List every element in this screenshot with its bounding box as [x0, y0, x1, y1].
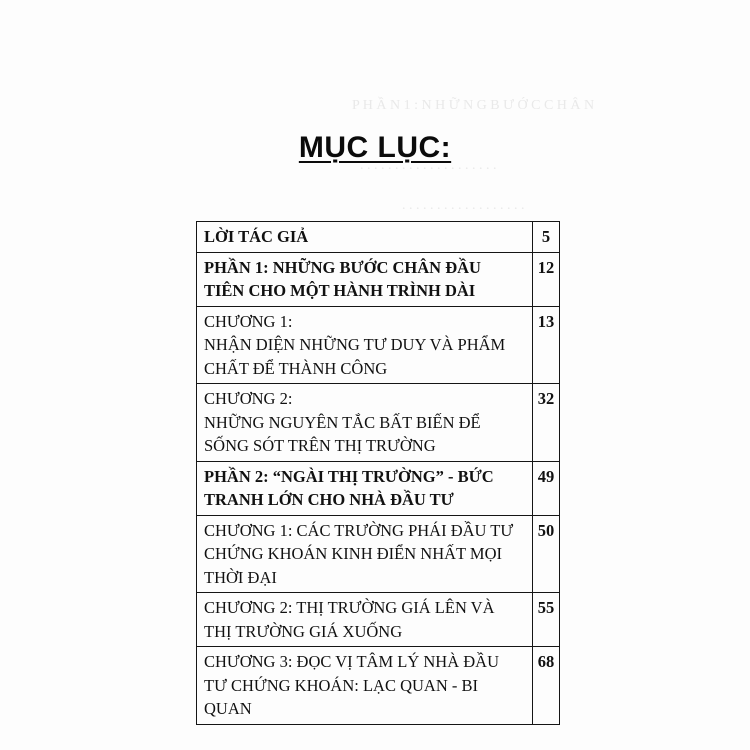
toc-entry — [197, 593, 533, 647]
toc-entry-line: TIÊN CHO MỘT HÀNH TRÌNH DÀI — [204, 281, 476, 300]
toc-entry-line: SỐNG SÓT TRÊN THỊ TRƯỜNG — [204, 436, 436, 455]
toc-row — [197, 647, 560, 725]
toc-entry-line: PHẦN 1: NHỮNG BƯỚC CHÂN ĐẦU — [204, 257, 481, 277]
toc-page-number: 12 — [533, 252, 560, 306]
toc-entry-line: THỜI ĐẠI — [204, 567, 277, 587]
toc-row — [197, 306, 560, 384]
toc-entry — [197, 384, 533, 462]
toc-row — [197, 461, 560, 515]
toc-entry-line: NHỮNG NGUYÊN TẮC BẤT BIẾN ĐỂ — [204, 412, 481, 432]
toc-entry-line: CHƯƠNG 3: ĐỌC VỊ TÂM LÝ NHÀ ĐẦU — [204, 652, 499, 671]
toc-entry-line: THỊ TRƯỜNG GIÁ XUỐNG — [204, 621, 403, 641]
toc-row — [197, 515, 560, 593]
toc-entry — [197, 647, 533, 725]
toc-page-number: 13 — [533, 306, 560, 384]
toc-entry-line: TRANH LỚN CHO NHÀ ĐẦU TƯ — [204, 490, 454, 509]
toc-entry — [197, 515, 533, 593]
toc-entry-line: CHƯƠNG 2: — [204, 389, 293, 408]
toc-entry-line: CHẤT ĐỂ THÀNH CÔNG — [204, 358, 388, 378]
toc-row — [197, 252, 560, 306]
toc-entry-line: TƯ CHỨNG KHOÁN: LẠC QUAN - BI — [204, 675, 479, 695]
toc-entry-line: CHƯƠNG 2: THỊ TRƯỜNG GIÁ LÊN VÀ — [204, 598, 495, 617]
toc-entry-line: CHỨNG KHOÁN KINH ĐIỂN NHẤT MỌI — [204, 544, 503, 563]
toc-page-number: 49 — [533, 461, 560, 515]
toc-row — [197, 593, 560, 647]
toc-page-number: 32 — [533, 384, 560, 462]
show-through-line: . . . . . . . . . . . . . . . . . . — [402, 198, 525, 213]
toc-entry-line: CHƯƠNG 1: CÁC TRƯỜNG PHÁI ĐẦU TƯ — [204, 520, 514, 540]
page-title — [0, 131, 750, 165]
toc-page-number: 5 — [533, 222, 560, 253]
toc-entry-line: NHẬN DIỆN NHỮNG TƯ DUY VÀ PHẨM — [204, 335, 506, 354]
toc-entry-line: PHẦN 2: “NGÀI THỊ TRƯỜNG” - BỨC — [204, 466, 494, 486]
toc-page-number: 68 — [533, 647, 560, 725]
show-through-line: . . . . . . . . . . . . . . . . . . . . — [360, 158, 497, 173]
toc-entry-line: LỜI TÁC GIẢ — [204, 227, 309, 246]
toc-row — [197, 222, 560, 253]
toc-entry-line: QUAN — [204, 699, 252, 718]
toc-page-number: 50 — [533, 515, 560, 593]
table-of-contents — [196, 221, 560, 725]
toc-entry — [197, 306, 533, 384]
show-through-line: P H Ầ N 1 : N H Ữ N G B Ư Ớ C C H Â N — [352, 98, 595, 113]
toc-entry — [197, 461, 533, 515]
page-title-text: MỤC LỤC: — [298, 131, 452, 164]
toc-page-number: 55 — [533, 593, 560, 647]
toc-entry — [197, 252, 533, 306]
toc-row — [197, 384, 560, 462]
toc-entry — [197, 222, 533, 253]
toc-entry-line: CHƯƠNG 1: — [204, 311, 293, 331]
